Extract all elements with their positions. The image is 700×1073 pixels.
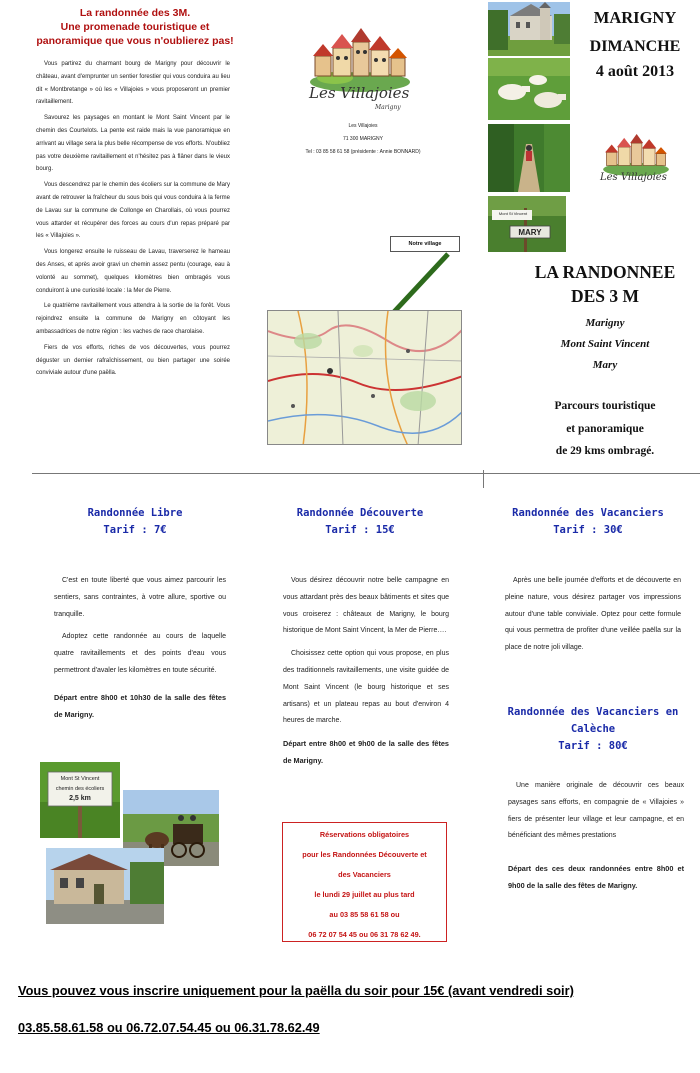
- rando-description: [510, 395, 700, 463]
- offer-libre-p1: C'est en toute liberté que vous aimez parcourir les sentiers, sans contraintes, à votre allure, sportive ou tranquille.: [54, 577, 226, 618]
- offer-caleche-p1: Une manière originale de découvrir ces beaux paysages sans efforts, en compagnie de « Villajoies » fiers de présenter leur village et leur campagne, et en bénéficiant des mêmes prestations: [508, 782, 684, 840]
- intro-paragraph: Vous descendrez par le chemin des écoliers sur la commune de Mary avant de retrouver la fraîcheur du sous bois qui vous conduira à la ferme de Lavau sur la commune de Collonge en Charollais, où vous pourrez vous attarder et récupérer des forces au cours d'un repas préparé par les « Villajoies ».: [36, 182, 230, 240]
- intro-paragraph: Vous longerez ensuite le ruisseau de Lavau, traverserez le hameau des Anses, et après avoir gravi un chemin assez pentu (courage, eau à volonté au sommet), quelques kilomètres bien ombragés vous conduiront à une curiosité locale : la Mer de Pierre.: [36, 249, 230, 294]
- cows-image: [488, 58, 570, 120]
- sign-mary-text: MARY: [518, 228, 542, 237]
- chateau-image: [488, 2, 570, 56]
- logo-name-small: Les Villajoies: [600, 172, 667, 183]
- intro-title-line-1: La randonnée des 3M.: [79, 7, 191, 19]
- offer-vacanciers-price: Tarif : 30€: [553, 524, 623, 536]
- hiker-photo: [488, 124, 570, 192]
- offer-libre-text: [54, 573, 226, 729]
- rando-place: Mary: [592, 359, 618, 371]
- offer-decouverte-departure: Départ entre 8h00 et 9h00 de la salle des fêtes de Marigny.: [283, 739, 449, 765]
- offer-decouverte-header: [264, 505, 456, 539]
- event-date: 4 août 2013: [595, 63, 675, 80]
- reservation-line-4: le lundi 29 juillet au plus tard: [314, 890, 415, 899]
- field-sign-line-1: Mont St Vincent: [60, 776, 100, 782]
- offer-libre-price: Tarif : 7€: [103, 524, 167, 536]
- event-header: [572, 4, 698, 84]
- rando-desc-line-2: et panoramique: [566, 422, 644, 435]
- contact-block: [268, 120, 458, 159]
- intro-paragraph: Fiers de vos efforts, riches de vos découvertes, vous pourrez déguster un dernier rafraîchissement, ou bien partager une soirée conviviale autour d'une paëlla.: [36, 344, 230, 377]
- rando-title-line-1: LA RANDONNEE: [534, 262, 676, 282]
- fold-tick: [483, 470, 484, 488]
- fold-divider: [32, 473, 700, 474]
- intro-title: [30, 6, 240, 48]
- reservation-line-6: 06 72 07 54 45 ou 06 31 78 62 49.: [308, 930, 421, 939]
- rando-place: Marigny: [585, 317, 625, 329]
- logo-name: Les Villajoies: [309, 84, 410, 102]
- offer-decouverte-p1: Vous désirez découvrir notre belle campagne en vous attardant près des beaux bâtiments et sites que vous croiserez : châteaux de Marigny, le bourg historique de Mont Saint Vincent, la Mer de Pierre….: [283, 577, 449, 635]
- event-day: DIMANCHE: [589, 38, 681, 55]
- reservation-line-5: au 03 85 58 61 58 ou: [329, 910, 400, 919]
- rando-title-line-2: DES 3 M: [570, 286, 640, 306]
- village-houses-icon: [305, 22, 415, 92]
- intro-paragraph: Vous partirez du charmant bourg de Marigny pour découvrir le château, avant d'emprunter un sentier forestier qui vous conduira au lieu dit « Montbretange » où les « Villajoies » vous proposeront un premier ravitaillement.: [36, 61, 230, 106]
- contact-address: 71 300 MARIGNY: [342, 136, 384, 142]
- offer-decouverte-title: Randonnée Découverte: [296, 507, 424, 519]
- rando-place: Mont Saint Vincent: [560, 338, 650, 350]
- offer-vacanciers-title: Randonnée des Vacanciers: [512, 507, 664, 519]
- intro-paragraph: Le quatrième ravitaillement vous attendra à la sortie de la forêt. Vous rejoindrez ensuite la commune de Marigny en côtoyant les ambassadrices de notre région : les vaches de race charolaise.: [36, 303, 230, 335]
- event-place: MARIGNY: [593, 8, 677, 27]
- reservation-box: [282, 822, 447, 942]
- sign-small-text: Mont St Vincent: [498, 211, 528, 216]
- reservation-line-2: pour les Randonnées Découverte et: [302, 850, 427, 859]
- offer-libre-header: [40, 505, 230, 539]
- intro-paragraph: Savourez les paysages en montant le Mont Saint Vincent par le chemin des Courtelots. La pente est raide mais la vue panoramique en arrivant au village sera la plus belle récompense de vos efforts. N'oubliez pas votre deuxième ravitaillement et n'hésitez pas à flâner dans le vieux bourg.: [36, 115, 230, 173]
- offer-caleche-text: [508, 778, 684, 901]
- hiker-image: [488, 124, 570, 192]
- reservation-line-3: des Vacanciers: [338, 870, 391, 879]
- offer-vacanciers-header: [496, 505, 680, 539]
- region-map: [267, 310, 462, 445]
- rando-desc-line-3: de 29 kms ombragé.: [555, 445, 655, 457]
- intro-title-line-2: Une promenade touristique et: [60, 21, 210, 33]
- reservation-line-1: Réservations obligatoires: [319, 830, 410, 839]
- field-sign-line-3: 2,5 km: [69, 795, 91, 802]
- chateau-photo: [488, 2, 570, 56]
- field-sign-photo: [40, 762, 120, 838]
- signpost-image: [488, 196, 566, 252]
- village-house-image: [46, 848, 164, 924]
- offer-caleche-header: [496, 704, 690, 755]
- village-house-photo: [46, 848, 164, 924]
- offer-caleche-title-line-1: Randonnée des Vacanciers en: [507, 706, 679, 718]
- cows-photo: [488, 58, 570, 120]
- offer-caleche-price: Tarif : 80€: [558, 740, 628, 752]
- map-callout: Notre village: [390, 236, 460, 252]
- contact-phone: Tel : 03 85 58 61 58 (présidente : Annie BONNARD): [305, 149, 421, 155]
- intro-title-line-3: panoramique que vous n'oublierez pas!: [36, 35, 234, 47]
- contact-name: Les Villajoies: [348, 123, 378, 129]
- villajoies-logo: [305, 22, 415, 114]
- offer-libre-p2: Adoptez cette randonnée au cours de laquelle quatre ravitaillements et des points d'eau vous permettront d'avaler les kilomètres en toute sécurité.: [54, 633, 226, 674]
- offer-libre-title: Randonnée Libre: [87, 507, 183, 519]
- offer-vacanciers-p1: Après une belle journée d'efforts et de découverte en pleine nature, vous désirez partager vos impressions autour d'une table conviviale. Optez pour cette formule qui vous permettra de profiter d'une veillée paëlla sur la place de notre joli village.: [505, 577, 681, 652]
- paella-phones: 03.85.58.61.58 ou 06.72.07.54.45 ou 06.31.78.62.49: [18, 1020, 320, 1035]
- offer-caleche-title-line-2: Calèche: [570, 723, 616, 735]
- offer-caleche-departure: Départ des ces deux randonnées entre 8h00 et 9h00 de la salle des fêtes de Marigny.: [508, 864, 684, 890]
- rando-title: [510, 260, 700, 308]
- map-image: [268, 311, 462, 445]
- intro-text: [36, 58, 230, 383]
- offer-decouverte-p2: Choisissez cette option qui vous propose, en plus des traditionnels ravitaillements, une visite guidée de Mont Saint Vincent (le bourg historique et ses artisans) et un plateau repas au bout d'environ 4 heures de marche.: [283, 650, 449, 725]
- field-sign-line-2: chemin des écoliers: [55, 786, 105, 792]
- village-houses-icon: [596, 130, 676, 176]
- field-sign-text: [48, 774, 112, 804]
- logo-sub: Marigny: [375, 104, 401, 111]
- mary-sign-photo: [488, 196, 566, 252]
- offer-vacanciers-text: [505, 573, 681, 663]
- offer-libre-departure: Départ entre 8h00 et 10h30 de la salle des fêtes de Marigny.: [54, 692, 226, 719]
- rando-desc-line-1: Parcours touristique: [554, 400, 656, 412]
- rando-places: [510, 313, 700, 376]
- paella-notice: Vous pouvez vous inscrire uniquement pour la paëlla du soir pour 15€ (avant vendredi soir): [18, 983, 574, 998]
- offer-decouverte-text: [283, 573, 449, 776]
- villajoies-logo-small: [596, 130, 676, 194]
- offer-decouverte-price: Tarif : 15€: [325, 524, 395, 536]
